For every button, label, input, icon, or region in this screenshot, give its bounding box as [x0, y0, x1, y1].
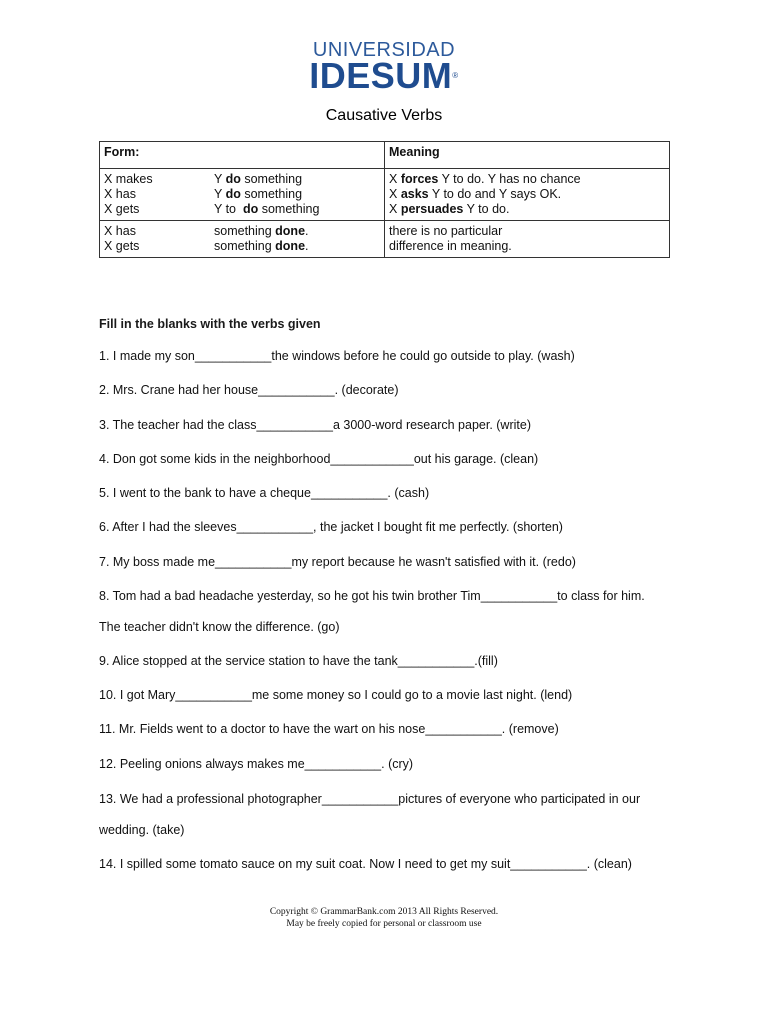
exercise-item: 5. I went to the bank to have a cheque___________. (cash)	[99, 486, 430, 500]
exercise-item-continuation: The teacher didn't know the difference. (go)	[99, 620, 340, 634]
meaning-verb: asks	[400, 187, 429, 201]
table-row	[100, 169, 670, 221]
meaning-line	[389, 172, 665, 187]
form-line	[104, 187, 380, 202]
exercise-item: 13. We had a professional photographer___________pictures of everyone who participated in our	[99, 792, 641, 806]
form-post: something	[240, 187, 303, 201]
form-verb: done	[275, 239, 306, 253]
exercise-item: 7. My boss made me___________my report because he wasn't satisfied with it. (redo)	[99, 555, 576, 569]
exercise-item: 12. Peeling onions always makes me___________. (cry)	[99, 757, 414, 771]
exercise-item: 11. Mr. Fields went to a doctor to have the wart on his nose___________. (remove)	[99, 722, 559, 736]
form-pre: Y	[214, 187, 226, 201]
form-verb: do	[225, 187, 241, 201]
table-row	[100, 221, 670, 258]
page-title: Causative Verbs	[325, 107, 443, 124]
form-cell	[100, 169, 385, 221]
logo-text-idesum	[0, 55, 768, 96]
meaning-line: difference in meaning.	[389, 239, 512, 253]
form-pre: Y to	[214, 202, 243, 216]
form-line	[104, 239, 380, 254]
exercise-item: 14. I spilled some tomato sauce on my suit coat. Now I need to get my suit___________. (clean)	[99, 857, 632, 871]
meaning-post: Y to do.	[463, 202, 510, 216]
meaning-verb: persuades	[400, 202, 464, 216]
header-form: Form:	[100, 142, 385, 169]
meaning-line	[389, 202, 665, 217]
form-verb: do	[225, 172, 241, 186]
causative-form-table	[99, 141, 670, 258]
form-pre: something	[214, 224, 276, 238]
exercise-item: 8. Tom had a bad headache yesterday, so he got his twin brother Tim___________to class for him.	[99, 589, 645, 603]
university-logo	[0, 39, 768, 96]
meaning-post: Y to do. Y has no chance	[438, 172, 581, 186]
copyright-line: Copyright © GrammarBank.com 2013 All Rights Reserved.	[269, 907, 499, 917]
meaning-post: Y to do and Y says OK.	[428, 187, 562, 201]
form-line	[104, 202, 380, 217]
logo-text-universidad: UNIVERSIDAD	[312, 39, 456, 61]
exercise-item: 2. Mrs. Crane had her house___________. (decorate)	[99, 383, 399, 397]
form-subject: X has	[104, 187, 136, 201]
exercise-item: 4. Don got some kids in the neighborhood____________out his garage. (clean)	[99, 452, 539, 466]
form-subject: X gets	[104, 239, 140, 253]
copyright-footer	[0, 906, 768, 930]
form-line	[104, 224, 380, 239]
exercise-item: 10. I got Mary___________me some money so I could go to a movie last night. (lend)	[99, 688, 573, 702]
exercise-item: 6. After I had the sleeves___________, the jacket I bought fit me perfectly. (shorten)	[99, 520, 563, 534]
form-post: .	[305, 224, 309, 238]
exercise-item: 3. The teacher had the class___________a 3000-word research paper. (write)	[99, 418, 531, 432]
form-post: .	[305, 239, 309, 253]
form-subject: X makes	[104, 172, 153, 186]
usage-line: May be freely copied for personal or classroom use	[286, 919, 482, 929]
meaning-pre: X	[389, 202, 401, 216]
exercise-item: 9. Alice stopped at the service station to have the tank___________.(fill)	[99, 654, 498, 668]
form-pre: something	[214, 239, 276, 253]
form-verb: done	[275, 224, 306, 238]
form-line	[104, 172, 380, 187]
table-header-row	[100, 142, 670, 169]
meaning-line: there is no particular	[389, 224, 503, 238]
meaning-cell	[385, 169, 670, 221]
meaning-cell	[385, 221, 670, 258]
form-post: something	[258, 202, 320, 216]
form-verb: do	[242, 202, 259, 216]
meaning-pre: X	[389, 172, 401, 186]
form-pre: Y	[214, 172, 226, 186]
exercise-item-continuation: wedding. (take)	[99, 823, 185, 837]
registered-mark: ®	[452, 71, 459, 80]
form-post: something	[240, 172, 303, 186]
meaning-pre: X	[389, 187, 401, 201]
meaning-verb: forces	[400, 172, 439, 186]
meaning-line	[389, 187, 665, 202]
form-cell	[100, 221, 385, 258]
exercise-item: 1. I made my son___________the windows before he could go outside to play. (wash)	[99, 349, 575, 363]
form-subject: X has	[104, 224, 136, 238]
form-subject: X gets	[104, 202, 140, 216]
logo-wordmark: IDESUM	[309, 55, 453, 96]
exercise-instructions: Fill in the blanks with the verbs given	[99, 317, 321, 331]
header-meaning: Meaning	[385, 142, 670, 169]
